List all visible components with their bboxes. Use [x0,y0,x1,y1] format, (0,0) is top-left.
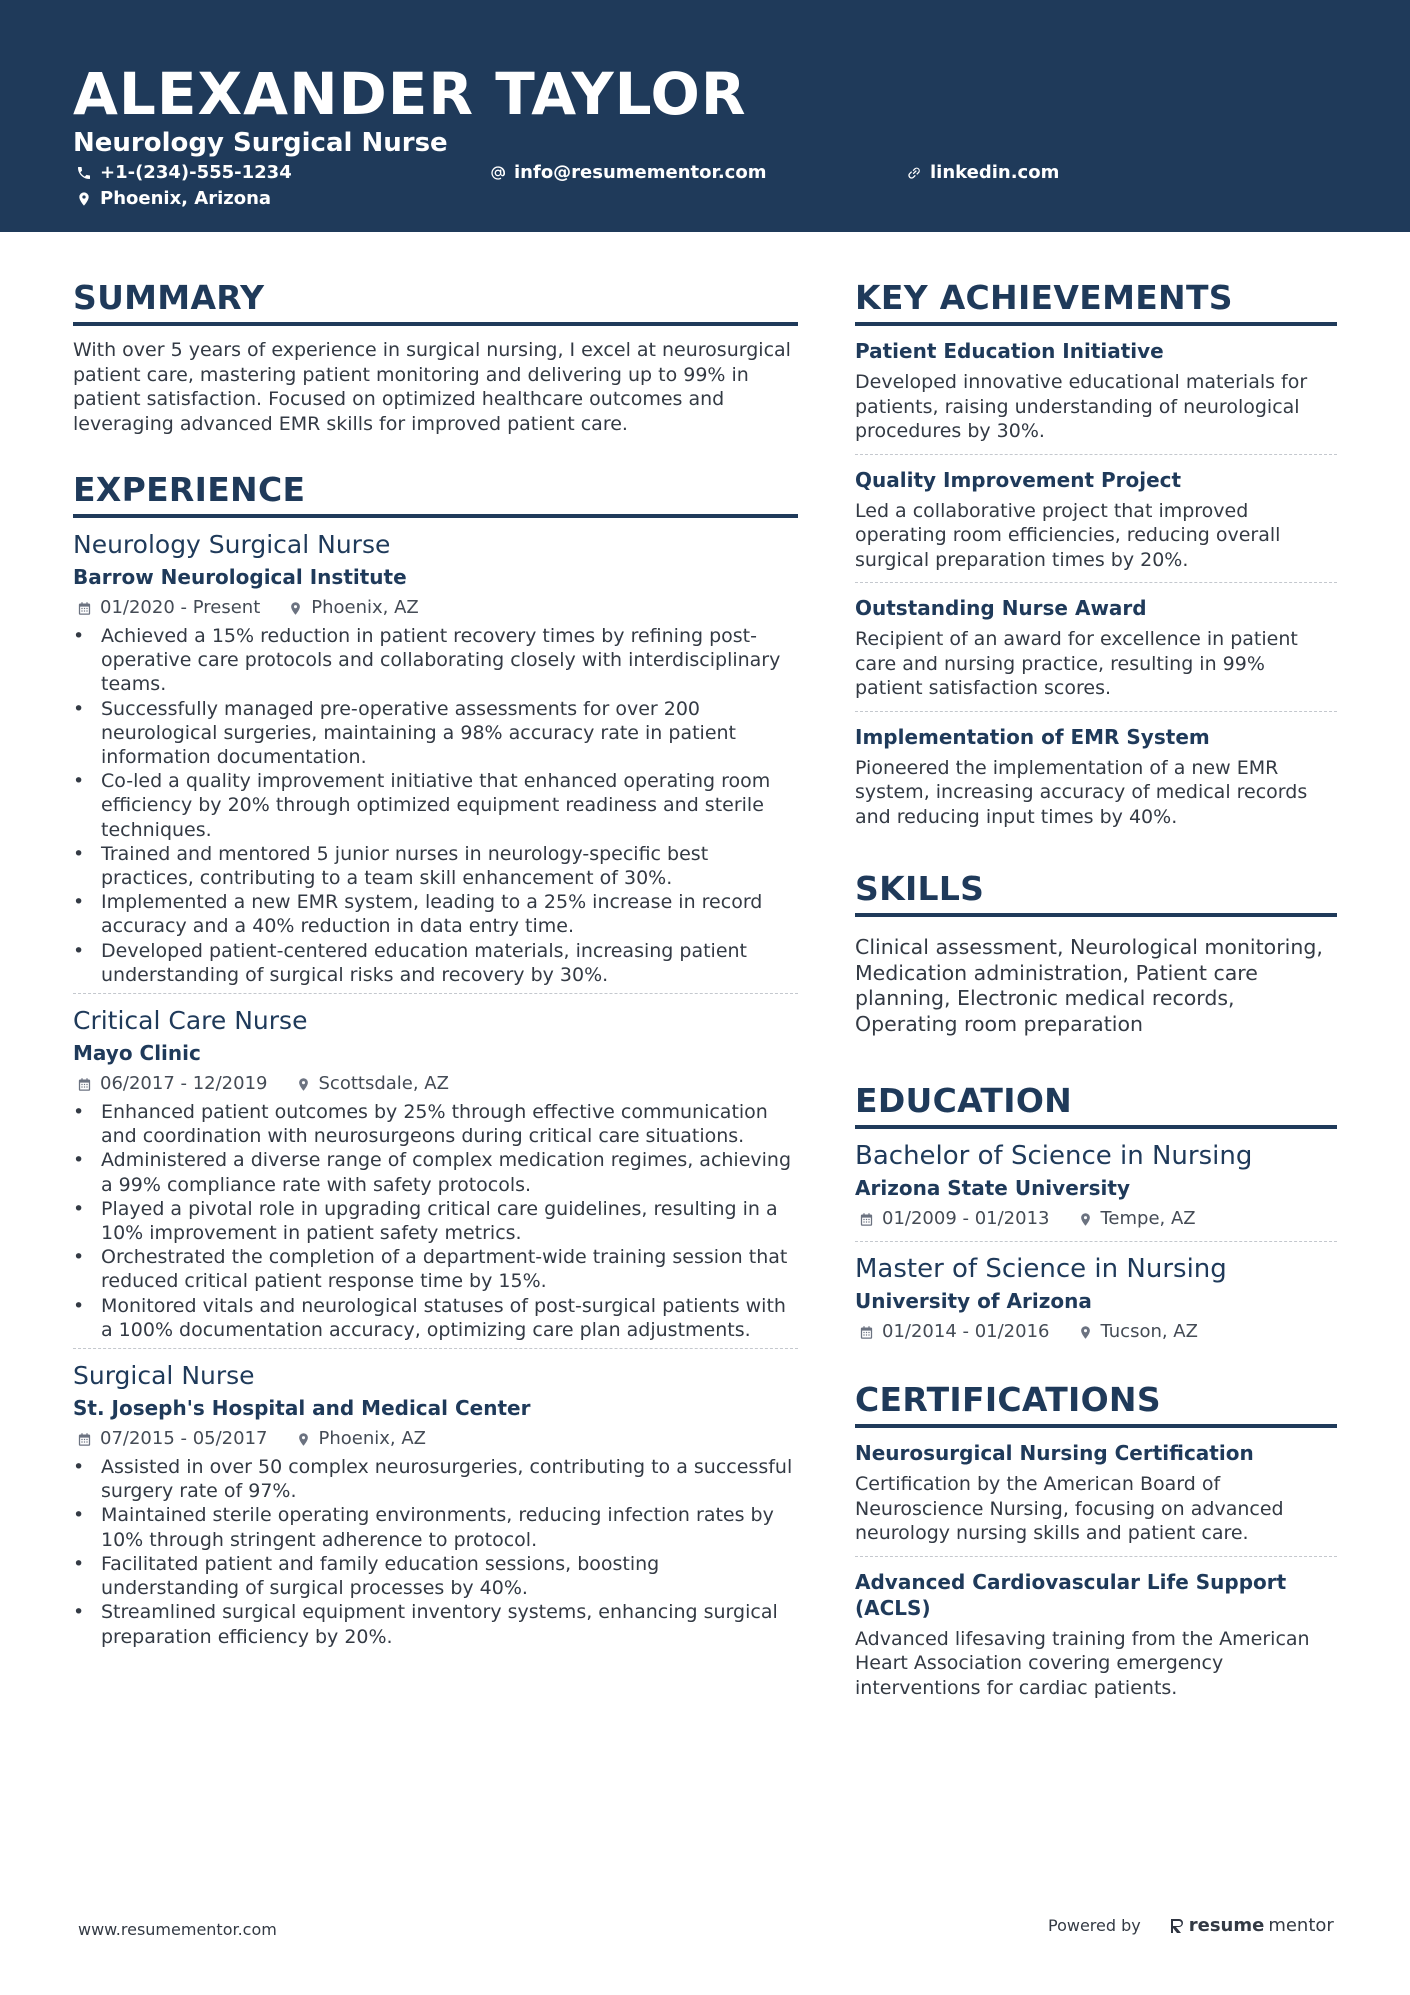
job-role: Neurology Surgical Nurse [73,530,391,559]
job-bullets [73,1455,798,1649]
job-bullet: • Successfully managed pre-operative assessments for over 200 neurological surgeries, maintaining a 98% accuracy rate in patient information documentation. [73,697,798,770]
job-bullet: • Monitored vitals and neurological statuses of post-surgical patients with a 100% documentation accuracy, optimizing care plan adjustments. [73,1294,798,1342]
contact-email[interactable] [490,161,766,185]
calendar-icon [859,1212,874,1227]
achievement-title: Patient Education Initiative [855,339,1164,363]
job-bullet: • Developed patient-centered education materials, increasing patient understanding of surgical risks and recovery by 30%. [73,939,798,987]
job-dates-text: 01/2020 - Present [100,597,261,618]
education-location-text: Tempe, AZ [1100,1208,1196,1229]
education-dates [859,1320,1050,1344]
job-bullets [73,1100,798,1342]
achievement-desc: Developed innovative educational materials for patients, raising understanding of neurological procedures by 30%. [855,371,1308,442]
job-bullet: • Facilitated patient and family education sessions, boosting understanding of surgical processes by 40%. [73,1552,798,1600]
location-text: Phoenix, Arizona [100,188,272,209]
location-pin-icon [296,1077,311,1092]
certification-item [855,1428,1337,1556]
education-degree: Master of Science in Nursing [855,1254,1227,1284]
job-company: Barrow Neurological Institute [73,565,407,589]
education-location [1078,1320,1198,1344]
certification-item [855,1556,1337,1711]
education-school: Arizona State University [855,1176,1130,1200]
education-location-text: Tucson, AZ [1100,1321,1198,1342]
education-item [855,1241,1337,1354]
phone-icon [76,165,92,181]
job-dates [77,1427,268,1451]
job-location [288,596,419,620]
job-bullet: • Implemented a new EMR system, leading to a 25% increase in record accuracy and a 40% reduction in data entry time. [73,890,798,938]
achievement-item [855,454,1337,583]
certification-desc: Certification by the American Board of Neuroscience Nursing, focusing on advanced neurology nursing skills and patient care. [855,1473,1284,1544]
contact-phone[interactable] [76,161,292,185]
job-bullet: • Administered a diverse range of complex medication regimes, achieving a 99% compliance rate with safety protocols. [73,1148,798,1196]
experience-entry [73,518,798,987]
brand-bold-text: resume [1188,1915,1265,1936]
achievement-item [855,711,1337,840]
experience-entry [73,993,798,1342]
link-icon [906,165,922,181]
right-column [855,278,1337,1710]
linkedin-text: linkedin.com [930,162,1060,183]
contact-linkedin[interactable] [906,161,1059,185]
achievement-desc: Recipient of an award for excellence in patient care and nursing practice, resulting in 99% patient satisfaction scores. [855,628,1298,699]
achievement-title: Outstanding Nurse Award [855,596,1147,620]
job-location-text: Phoenix, AZ [311,597,419,618]
certifications-heading: CERTIFICATIONS [855,1380,1337,1428]
location-pin-icon [296,1432,311,1447]
achievement-title: Implementation of EMR System [855,724,1210,749]
resumementor-logo[interactable] [1169,1915,1334,1936]
job-dates-text: 07/2015 - 05/2017 [100,1428,268,1450]
education-degree: Bachelor of Science in Nursing [855,1141,1253,1171]
job-bullet: • Co-led a quality improvement initiative that enhanced operating room efficiency by 20% through optimized equipment readiness and sterile techniques. [73,769,798,842]
location-pin-icon [76,191,92,207]
certification-desc: Advanced lifesaving training from the American Heart Association covering emergency interventions for cardiac patients. [855,1627,1310,1699]
footer-branding [1048,1915,1334,1936]
job-bullet: • Streamlined surgical equipment inventory systems, enhancing surgical preparation efficiency by 20%. [73,1600,798,1648]
achievement-item [855,326,1337,454]
education-dates-text: 01/2014 - 01/2016 [882,1321,1050,1342]
job-company: St. Joseph's Hospital and Medical Center [73,1396,531,1421]
job-meta [73,1072,798,1096]
contact-location [76,187,271,211]
job-bullet: • Orchestrated the completion of a department-wide training session that reduced critical patient response time by 15%. [73,1245,798,1293]
education-item [855,1129,1337,1241]
calendar-icon [77,601,92,616]
certification-title: Neurosurgical Nursing Certification [855,1441,1254,1465]
job-location [296,1072,449,1096]
location-pin-icon [1078,1325,1093,1340]
skills-text: Clinical assessment, Neurological monitoring, Medication administration, Patient care planning, Electronic medical records, Operating room preparation [855,935,1323,1036]
achievement-desc: Pioneered the implementation of a new EMR system, increasing accuracy of medical records and reducing input times by 40%. [855,756,1308,828]
education-dates [859,1207,1050,1231]
certification-title: Advanced Cardiovascular Life Support (ACLS) [855,1569,1287,1620]
job-bullet: • Played a pivotal role in upgrading critical care guidelines, resulting in a 10% improvement in patient safety metrics. [73,1197,798,1245]
summary-text: With over 5 years of experience in surgical nursing, I excel at neurosurgical patient care, mastering patient monitoring and delivering up to 99% in patient satisfaction. Focused on optimized healthcare outcomes and leveraging advanced EMR skills for improved patient care. [73,339,791,435]
job-bullet: • Trained and mentored 5 junior nurses in neurology-specific best practices, contributing to a team skill enhancement of 30%. [73,842,798,890]
job-location-text: Phoenix, AZ [318,1428,426,1450]
achievement-title: Quality Improvement Project [855,467,1182,492]
resumementor-logo-icon [1169,1917,1185,1935]
education-school: University of Arizona [855,1289,1092,1313]
job-bullet: • Maintained sterile operating environments, reducing infection rates by 10% through stringent adherence to protocol. [73,1503,798,1551]
job-role: Surgical Nurse [73,1361,255,1391]
education-heading: EDUCATION [855,1081,1337,1129]
experience-heading: EXPERIENCE [73,470,798,518]
job-bullet: • Achieved a 15% reduction in patient recovery times by refining post-operative care protocols and collaborating closely with interdisciplinary teams. [73,624,798,697]
calendar-icon [77,1432,92,1447]
calendar-icon [77,1077,92,1092]
achievement-desc: Led a collaborative project that improved operating room efficiencies, reducing overall surgical preparation times by 20%. [855,499,1281,571]
job-location-text: Scottsdale, AZ [318,1073,449,1095]
education-dates-text: 01/2009 - 01/2013 [882,1208,1050,1229]
left-column [73,278,798,1655]
education-location [1078,1207,1196,1231]
location-pin-icon [288,601,303,616]
job-dates [77,1072,268,1096]
at-icon [490,165,506,181]
candidate-title: Neurology Surgical Nurse [73,128,448,158]
skills-heading: SKILLS [855,869,1337,917]
candidate-name: ALEXANDER TAYLOR [73,60,747,128]
job-dates [77,596,260,620]
job-bullet: • Assisted in over 50 complex neurosurgeries, contributing to a successful surgery rate of 97%. [73,1455,798,1503]
experience-entry [73,1348,798,1649]
job-location [296,1427,427,1451]
job-dates-text: 06/2017 - 12/2019 [100,1073,268,1095]
job-meta [73,1427,798,1451]
footer-website-link[interactable]: www.resumementor.com [78,1920,277,1939]
job-bullets [73,624,798,987]
job-role: Critical Care Nurse [73,1006,308,1036]
job-bullet: • Enhanced patient outcomes by 25% through effective communication and coordination with neurosurgeons during critical care situations. [73,1100,798,1148]
header-banner [0,0,1410,232]
education-meta [855,1207,1337,1231]
achievement-item [855,582,1337,711]
achievements-heading: KEY ACHIEVEMENTS [855,278,1337,326]
phone-text: +1-(234)-555-1234 [100,162,292,183]
powered-by-label: Powered by [1048,1916,1141,1935]
job-company: Mayo Clinic [73,1041,201,1066]
calendar-icon [859,1325,874,1340]
email-text: info@resumementor.com [514,162,767,183]
job-meta [73,596,798,620]
summary-heading: SUMMARY [73,278,798,326]
education-meta [855,1320,1337,1344]
location-pin-icon [1078,1212,1093,1227]
brand-light-text: mentor [1268,1915,1334,1936]
